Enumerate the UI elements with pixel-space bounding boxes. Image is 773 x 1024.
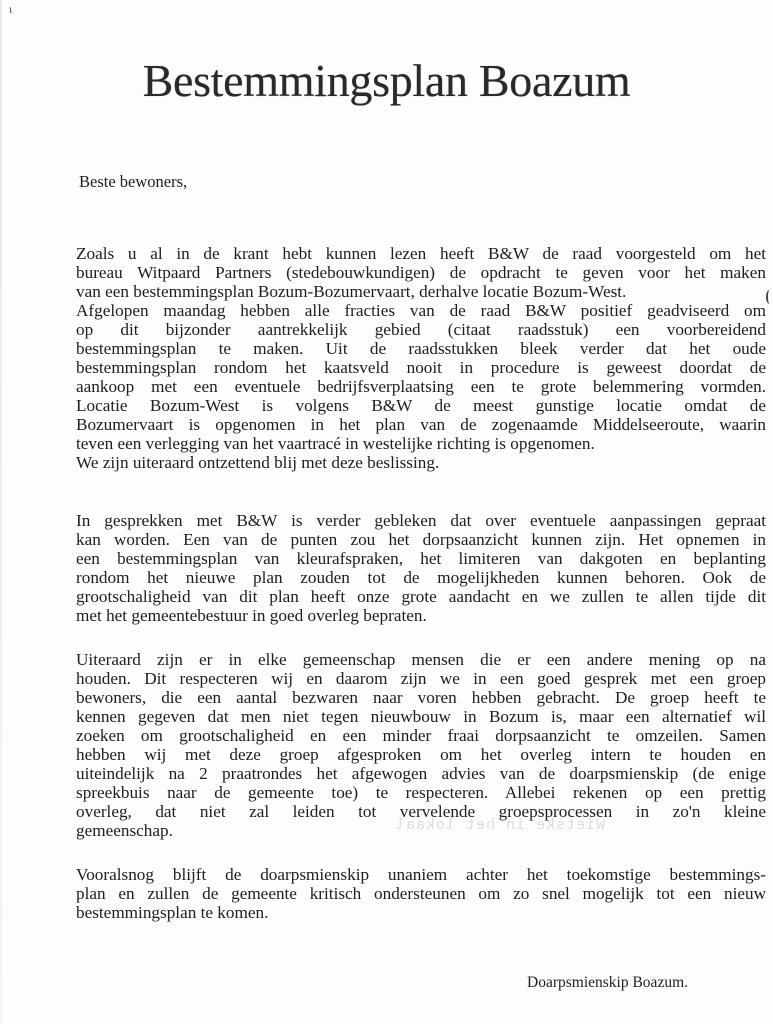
bleed-through-text: Wietske in het lokaal	[395, 817, 606, 834]
text-line: van een bestemmingsplan Bozum-Bozumervaart, derhalve locatie Bozum-West.	[76, 282, 627, 301]
text-line: In gesprekken met B&W is verder gebleken dat over eventuele aanpassingen gepraat	[76, 511, 766, 530]
text-line: uiteindelijk na 2 praatrondes het afgewogen advies van de doarpsmienskip (de enige	[76, 764, 766, 783]
text-line: Uiteraard zijn er in elke gemeenschap mensen die er een andere mening op na	[76, 650, 766, 669]
text-line: teven een verlegging van het vaartracé in westelijke richting is opgenomen.	[76, 434, 595, 453]
paragraph-4	[76, 865, 766, 922]
text-line: op dit bijzonder aantrekkelijk gebied (citaat raadsstuk) een voorbereidend	[76, 320, 766, 339]
text-line: grootschaligheid van dit plan heeft onze grote aandacht en we zullen te allen tijde dit	[76, 587, 766, 606]
text-line: spreekbuis naar de gemeente toe) te respecteren. Allebei rekenen op een prettig	[76, 783, 766, 802]
text-line: We zijn uiteraard ontzettend blij met deze beslissing.	[76, 453, 440, 472]
text-line: Bozumervaart is opgenomen in het plan van de zogenaamde Middelseeroute, waarin	[76, 415, 766, 434]
handwritten-corner-mark: ɩ	[9, 2, 13, 16]
text-line: Locatie Bozum-West is volgens B&W de meest gunstige locatie omdat de	[76, 396, 766, 415]
paragraph-2	[76, 511, 766, 625]
page-edge-shadow	[0, 0, 2, 1024]
text-line: Vooralsnog blijft de doarpsmienskip unaniem achter het toekomstige bestemmings-	[76, 865, 766, 884]
text-line: Zoals u al in de krant hebt kunnen lezen heeft B&W de raad voorgesteld om het	[76, 244, 766, 263]
text-line: bestemmingsplan rondom het kaatsveld nooit in procedure is geweest doordat de	[76, 358, 766, 377]
text-line: bestemmingsplan te maken. Uit de raadsstukken bleek verder dat het oude	[76, 339, 766, 358]
paragraph-3	[76, 650, 766, 840]
text-line: kan worden. Een van de punten zou het dorpsaanzicht kunnen zijn. Het opnemen in	[76, 530, 766, 549]
text-line: houden. Dit respecteren wij en daarom zijn we in een goed gesprek met een groep	[76, 669, 766, 688]
text-line: kennen gegeven dat men niet tegen nieuwbouw in Bozum is, maar een alternatief wil	[76, 707, 766, 726]
text-line: bewoners, die een aantal bezwaren naar voren hebben gebracht. De groep heeft te	[76, 688, 766, 707]
text-line: met het gemeentebestuur in goed overleg bepraten.	[76, 606, 427, 625]
text-line: zoeken om grootschaligheid en een minder fraai dorpsaanzicht te omzeilen. Samen	[76, 726, 766, 745]
signature: Doarpsmienskip Boazum.	[527, 974, 689, 991]
text-line: aankoop met een eventuele bedrijfsverplaatsing een te grote belemmering vormden.	[76, 377, 766, 396]
text-line: gemeenschap.	[76, 821, 173, 840]
text-line: hebben wij met deze groep afgesproken om het overleg intern te houden en	[76, 745, 766, 764]
text-line: Afgelopen maandag hebben alle fracties van de raad B&W positief geadviseerd om	[76, 301, 766, 320]
document-title: Bestemmingsplan Boazum	[142, 55, 631, 106]
text-line: bestemmingsplan te komen.	[76, 903, 269, 922]
paragraph-1	[76, 244, 766, 472]
text-line: overleg, dat niet zal leiden tot vervelende groepsprocessen in zo'n kleine	[76, 802, 766, 821]
punch-hole-mark	[766, 290, 773, 304]
text-line: bureau Witpaard Partners (stedebouwkundigen) de opdracht te geven voor het maken	[76, 263, 766, 282]
text-line: plan en zullen de gemeente kritisch ondersteunen om zo snel mogelijk tot een nieuw	[76, 884, 766, 903]
text-line: rondom het nieuwe plan zouden tot de mogelijkheden kunnen behoren. Ook de	[76, 568, 766, 587]
text-line: een bestemmingsplan van kleurafspraken, het limiteren van dakgoten en beplanting	[76, 549, 766, 568]
salutation: Beste bewoners,	[79, 172, 188, 191]
